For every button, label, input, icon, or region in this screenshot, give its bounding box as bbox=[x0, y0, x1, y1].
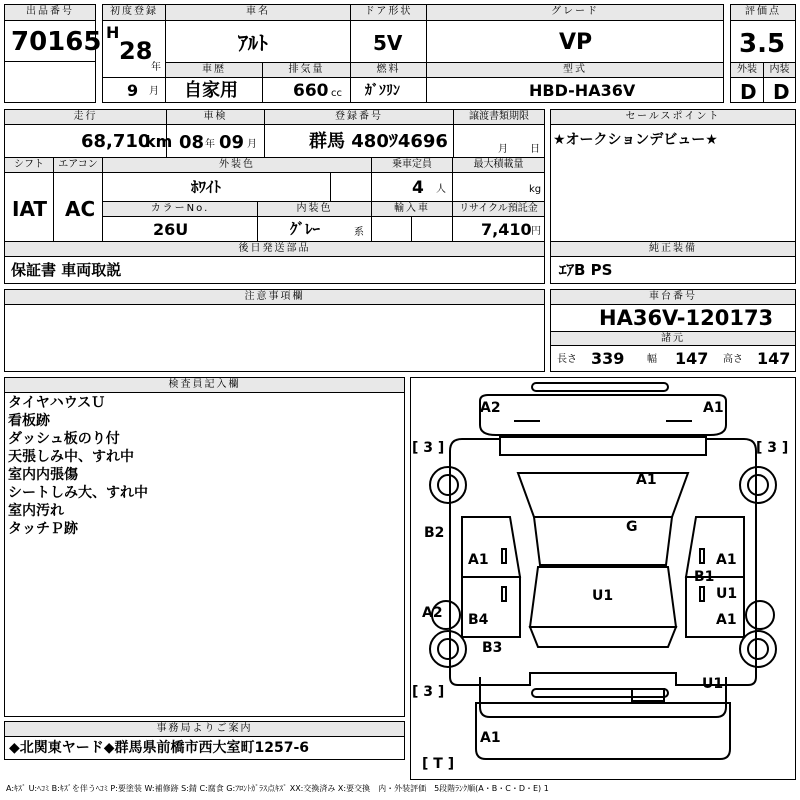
mark-left-front-door: A1 bbox=[468, 552, 489, 568]
plate-label: 登録番号 bbox=[264, 109, 454, 125]
equipment: ｴｱB PS bbox=[559, 261, 613, 279]
mileage-label: 走行 bbox=[4, 109, 167, 125]
wheel-fr-shape bbox=[740, 467, 776, 503]
caution-cell bbox=[4, 304, 545, 372]
rear-light-shape bbox=[632, 689, 664, 701]
inspection-month: 09 bbox=[219, 132, 245, 153]
right-front-door-shape bbox=[686, 517, 744, 577]
inspection-year-unit: 年 bbox=[205, 139, 215, 150]
office-label: 事務局よりご案内 bbox=[4, 721, 405, 737]
caution-label: 注意事項欄 bbox=[4, 289, 545, 305]
note-line: シートしみ大、すれ中 bbox=[8, 485, 148, 501]
reg-year-unit: 年 bbox=[151, 62, 161, 73]
mark-tire-fl: [ 3 ] bbox=[412, 440, 445, 456]
color-extra-cell bbox=[330, 172, 372, 202]
mark-tire-rl: [ 3 ] bbox=[412, 684, 445, 700]
mark-front-left: A2 bbox=[480, 400, 501, 416]
interior-score: D bbox=[773, 80, 790, 104]
mark-right-b1: B1 bbox=[694, 569, 715, 585]
note-line: 看板跡 bbox=[8, 413, 50, 429]
mark-hood: A1 bbox=[636, 472, 657, 488]
car-history: 自家用 bbox=[184, 80, 238, 101]
door-label: ドア形状 bbox=[350, 4, 427, 21]
grade: VP bbox=[559, 30, 593, 55]
right-handle-2 bbox=[700, 587, 704, 601]
history-label: 車歴 bbox=[165, 62, 263, 78]
load-unit: kg bbox=[529, 184, 542, 195]
capacity-unit: 人 bbox=[436, 184, 446, 195]
score-cell bbox=[730, 20, 796, 63]
history-cell bbox=[165, 77, 263, 103]
import-cell-b bbox=[411, 216, 453, 242]
grade-cell bbox=[426, 20, 724, 63]
mileage-cell bbox=[4, 124, 173, 158]
inspection-year: 08 bbox=[179, 132, 205, 153]
length-label: 長さ bbox=[557, 354, 577, 365]
recycle-unit: 円 bbox=[531, 226, 541, 237]
mark-rear-bumper: A1 bbox=[480, 730, 501, 746]
mark-right-rear-door-u: U1 bbox=[716, 586, 738, 602]
front-bumper-shape bbox=[532, 383, 668, 391]
displacement: 660 bbox=[293, 81, 329, 101]
reg-month-unit: 月 bbox=[149, 86, 159, 97]
grade-label: グレード bbox=[426, 4, 724, 21]
chassis-number: HA36V-120173 bbox=[599, 306, 774, 330]
note-line: タッチＰ跡 bbox=[8, 521, 78, 537]
mark-left-fender: B2 bbox=[424, 525, 445, 541]
front-panel-shape bbox=[480, 395, 726, 435]
note-line: ダッシュ板のり付 bbox=[8, 431, 120, 447]
sales-point-cell bbox=[550, 124, 796, 242]
interior-cell bbox=[257, 216, 372, 242]
model-label: 型式 bbox=[426, 62, 724, 78]
ext-score-cell bbox=[730, 77, 764, 103]
height-label: 高さ bbox=[723, 354, 743, 365]
note-line: 室内内張傷 bbox=[8, 467, 78, 483]
windshield-shape bbox=[518, 473, 688, 517]
transfer-month-unit: 月 bbox=[498, 144, 508, 155]
ac-label: エアコン bbox=[53, 157, 103, 173]
door-type: 5V bbox=[373, 31, 403, 55]
recycle-label: リサイクル預託金 bbox=[452, 201, 545, 217]
note-line: 天張しみ中、すれ中 bbox=[8, 449, 134, 465]
lot-blank bbox=[4, 61, 96, 103]
recycle-fee: 7,410 bbox=[481, 220, 532, 239]
mark-spare: [ T ] bbox=[422, 756, 455, 772]
shift-cell bbox=[4, 172, 54, 242]
int-label: 内装 bbox=[763, 62, 796, 78]
mark-right-front-door: A1 bbox=[716, 552, 737, 568]
lot-number: 70165 bbox=[11, 27, 102, 57]
chassis-cell bbox=[550, 304, 796, 332]
shift: IAT bbox=[12, 197, 48, 221]
mark-roof: G bbox=[626, 519, 638, 535]
left-rear-door-shape bbox=[462, 577, 520, 637]
fuel-cell bbox=[350, 77, 427, 103]
note-line: タイヤハウスＵ bbox=[8, 395, 106, 411]
interior-color: ｸﾞﾚｰ bbox=[290, 220, 321, 238]
car-diagram bbox=[410, 377, 796, 780]
interior-unit: 系 bbox=[354, 227, 364, 238]
height: 147 bbox=[757, 349, 791, 368]
mark-tire-fr: [ 3 ] bbox=[756, 440, 789, 456]
roof-shape bbox=[534, 517, 672, 565]
inspector-notes bbox=[8, 394, 148, 538]
legend: A:ｷｽﾞ U:ﾍｺﾐ B:ｷｽﾞを伴うﾍｺﾐ P:要塗装 W:補修跡 S:錆 C:腐食 G:ﾌﾛﾝﾄｶﾞﾗｽ点ｷｽﾞ XX:交換済み X:要交換 内・外装評価 5段階ﾗﾝｸ順(A・B・C・D・E) 1 bbox=[6, 784, 549, 793]
era: H bbox=[106, 23, 120, 42]
sales-point-label: セールスポイント bbox=[550, 109, 796, 125]
registration-plate: 群馬 480ﾂ4696 bbox=[309, 131, 448, 152]
import-cell-a bbox=[371, 216, 412, 242]
color-label: 外装色 bbox=[102, 157, 372, 173]
ext-label: 外装 bbox=[730, 62, 764, 78]
spare-right-shape bbox=[746, 601, 774, 629]
mark-front-right: A1 bbox=[703, 400, 724, 416]
ac-cell bbox=[53, 172, 103, 242]
inspection-month-unit: 月 bbox=[247, 139, 257, 150]
color-no-cell bbox=[102, 216, 258, 242]
inspection-cell bbox=[166, 124, 265, 158]
inspection-label: 車検 bbox=[166, 109, 265, 125]
displacement-cell bbox=[262, 77, 351, 103]
capacity-cell bbox=[371, 172, 453, 202]
trunk-shape bbox=[476, 703, 730, 759]
model-code: HBD-HA36V bbox=[529, 81, 636, 100]
color-number: 26U bbox=[153, 220, 189, 239]
plate-cell bbox=[264, 124, 454, 158]
note-line: 室内汚れ bbox=[8, 503, 64, 519]
office-info: ◆北関東ヤード◆群馬県前橋市西大室町1257-6 bbox=[9, 740, 310, 756]
spec-cell bbox=[550, 345, 796, 372]
later-parts-label: 後日発送部品 bbox=[4, 241, 545, 257]
overall-score: 3.5 bbox=[739, 29, 786, 59]
car-name-label: 車名 bbox=[165, 4, 351, 21]
wheel-rr-shape bbox=[740, 631, 776, 667]
mark-left-rear-door: B4 bbox=[468, 612, 489, 628]
later-parts: 保証書 車両取説 bbox=[11, 261, 122, 279]
rear-bumper-shape bbox=[532, 689, 668, 697]
reg-label: 初度登録 bbox=[102, 4, 166, 21]
car-name-cell bbox=[165, 20, 351, 63]
left-handle-2 bbox=[502, 587, 506, 601]
lot-cell bbox=[4, 20, 102, 62]
inspector-label: 検査員記入欄 bbox=[4, 377, 405, 393]
wheel-fl-shape bbox=[430, 467, 466, 503]
reg-year-cell bbox=[102, 20, 166, 78]
air-conditioner: AC bbox=[65, 197, 96, 221]
score-label: 評価点 bbox=[730, 4, 796, 21]
car-name: ｱﾙﾄ bbox=[238, 31, 268, 55]
model-cell bbox=[426, 77, 724, 103]
reg-month: 9 bbox=[127, 81, 139, 100]
fuel: ｶﾞｿﾘﾝ bbox=[365, 83, 400, 99]
right-handle-1 bbox=[700, 549, 704, 563]
int-score-cell bbox=[763, 77, 796, 103]
transfer-day-unit: 日 bbox=[530, 144, 540, 155]
mileage: 68,710 bbox=[81, 131, 151, 152]
wheel-rl-shape bbox=[430, 631, 466, 667]
capacity: 4 bbox=[412, 178, 424, 198]
displacement-label: 排気量 bbox=[262, 62, 351, 78]
sales-point: ★オークションデビュー★ bbox=[553, 132, 718, 148]
reg-month-cell bbox=[102, 77, 166, 103]
length: 339 bbox=[591, 349, 625, 368]
left-handle-1 bbox=[502, 549, 506, 563]
lot-label: 出品番号 bbox=[4, 4, 96, 21]
capacity-label: 乗車定員 bbox=[371, 157, 453, 173]
rear-glass-shape bbox=[530, 627, 676, 647]
chassis-label: 車台番号 bbox=[550, 289, 796, 305]
width-label: 幅 bbox=[647, 354, 657, 365]
mileage-unit: km bbox=[145, 132, 173, 151]
exterior-color: ﾎﾜｲﾄ bbox=[191, 178, 222, 196]
transfer-cell bbox=[453, 124, 545, 158]
mark-right-rear-door: A1 bbox=[716, 612, 737, 628]
mark-left-rear-b3: B3 bbox=[482, 640, 503, 656]
interior-label: 内装色 bbox=[257, 201, 372, 217]
left-front-door-shape bbox=[462, 517, 520, 577]
exterior-score: D bbox=[740, 80, 757, 104]
equipment-label: 純正装備 bbox=[550, 241, 796, 257]
load-label: 最大積載量 bbox=[452, 157, 545, 173]
office-cell bbox=[4, 736, 405, 760]
recycle-cell bbox=[452, 216, 545, 242]
reg-year: 28 bbox=[119, 37, 153, 65]
color-cell bbox=[102, 172, 331, 202]
displacement-unit: cc bbox=[331, 88, 342, 99]
mark-left-rear-quarter: A2 bbox=[422, 605, 443, 621]
cowl-shape bbox=[500, 437, 706, 455]
mark-center: U1 bbox=[592, 588, 614, 604]
shift-label: シフト bbox=[4, 157, 54, 173]
door-cell bbox=[350, 20, 427, 63]
color-no-label: カラーNo. bbox=[102, 201, 258, 217]
fuel-label: 燃料 bbox=[350, 62, 427, 78]
width: 147 bbox=[675, 349, 709, 368]
equipment-cell bbox=[550, 256, 796, 284]
transfer-label: 譲渡書類期限 bbox=[453, 109, 545, 125]
import-label: 輸入車 bbox=[371, 201, 453, 217]
load-cell bbox=[452, 172, 545, 202]
mark-right-rear-u: U1 bbox=[702, 676, 724, 692]
later-parts-cell bbox=[4, 256, 545, 284]
spec-label: 諸元 bbox=[550, 331, 796, 346]
